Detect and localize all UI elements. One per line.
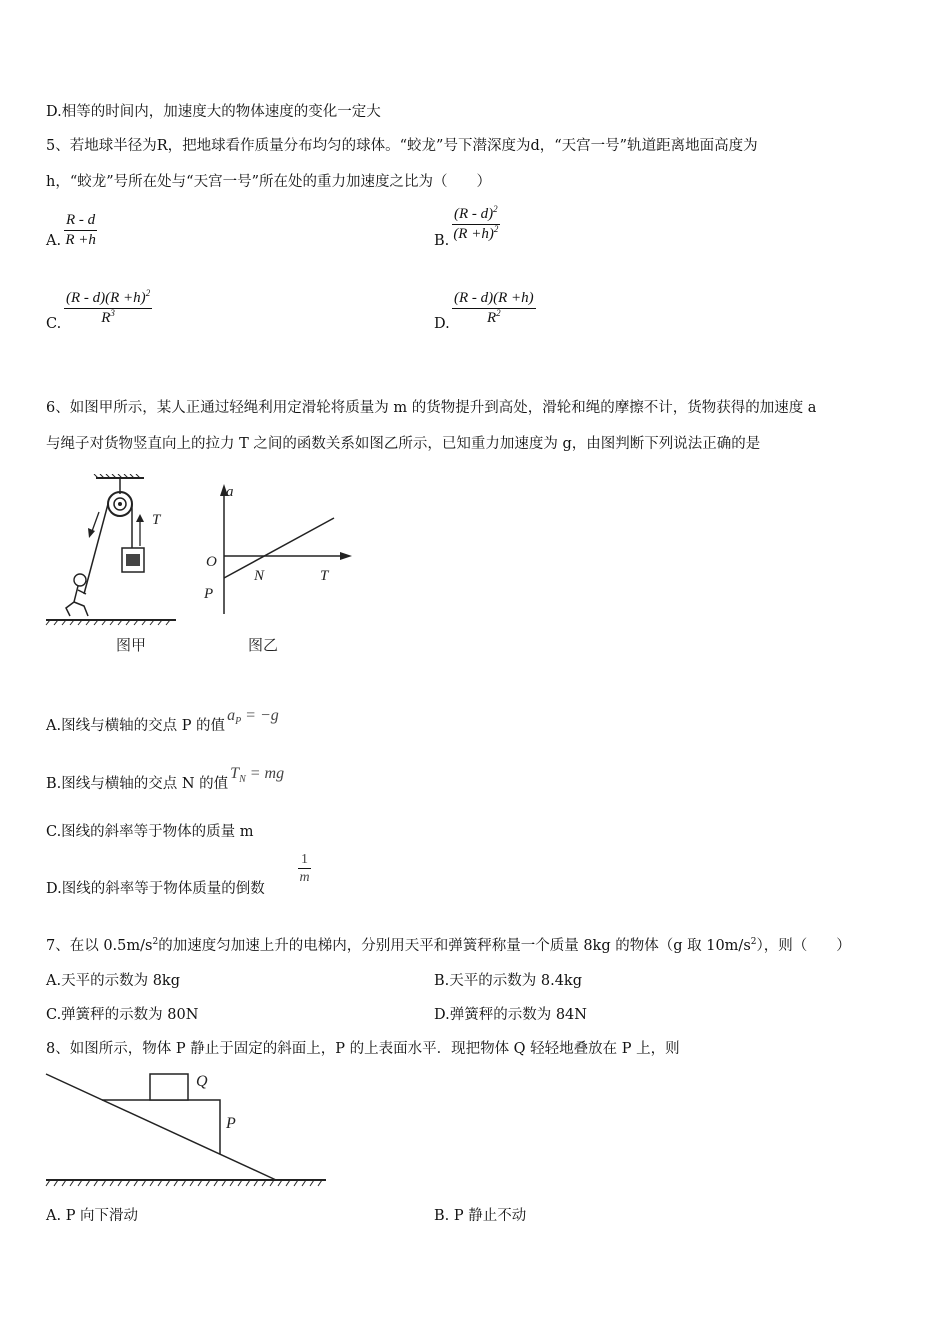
q8-option-a: A. P 向下滑动 <box>46 1208 139 1224</box>
q6-figure-a-caption: 图甲 <box>116 638 147 654</box>
q5-option-c-label: C. <box>46 316 62 332</box>
q6-figure-pulley <box>44 474 184 660</box>
q6-stem-line2: 与绳子对货物竖直向上的拉力 T 之间的函数关系如图乙所示，已知重力加速度为 g，由图判断下列说法正确的是 <box>46 436 761 452</box>
q6-graph-label-T: T <box>320 568 329 584</box>
q8-stem: 8、如图所示，物体 P 静止于固定的斜面上，P 的上表面水平．现把物体 Q 轻轻地叠放在 P 上，则 <box>46 1041 680 1057</box>
q6-option-a: A.图线与横轴的交点 P 的值$a_P = -g$ <box>46 707 279 734</box>
q8-option-b: B. P 静止不动 <box>434 1208 527 1224</box>
q6-option-d-formula: $\frac{1}{m}$ <box>299 852 310 885</box>
q5-option-a-label: A. <box>46 233 62 249</box>
q6-graph-label-a: a <box>226 484 234 500</box>
q8-label-P: P <box>226 1115 236 1132</box>
q5-option-b-formula: $\frac{(R - d)^2}{(R +h)^2}$ <box>453 204 499 242</box>
q6-figure-b-caption: 图乙 <box>248 638 279 654</box>
q7-option-a: A.天平的示数为 8kg <box>46 973 180 989</box>
q6-graph-label-P: P <box>204 586 214 602</box>
q5-option-b-label: B. <box>434 233 450 249</box>
q8-figure-incline <box>44 1066 334 1196</box>
q6-figure-graph <box>196 480 366 660</box>
q5-option-c-formula: $\frac{(R - d)(R +h)^2}{R^3}$ <box>66 288 151 326</box>
q5-option-a-formula: $\frac{R - d}{R +h}$ <box>65 212 96 248</box>
q6-option-c: C.图线的斜率等于物体的质量 m <box>46 824 254 840</box>
q7-option-d: D.弹簧秤的示数为 84N <box>434 1007 587 1023</box>
q5-stem-line2: h，“蛟龙”号所在处与“天宫一号”所在处的重力加速度之比为（ ） <box>46 174 491 190</box>
q7-option-b: B.天平的示数为 8.4kg <box>434 973 583 989</box>
q6-graph-label-O: O <box>206 554 217 570</box>
q6-option-b: B.图线与横轴的交点 N 的值$T_N$ = mg <box>46 765 285 792</box>
q6-graph-line <box>224 518 334 578</box>
q6-figure-a-label-T: T <box>152 512 161 528</box>
q5-stem-line1: 5、若地球半径为R，把地球看作质量分布均匀的球体。“蛟龙”号下潜深度为d，“天宫一号”轨道距离地面高度为 <box>46 138 758 154</box>
q6-graph-label-N: N <box>254 568 265 584</box>
q6-option-d: D.图线的斜率等于物体质量的倒数 <box>46 881 265 897</box>
q5-option-d-label: D. <box>434 316 450 332</box>
q4-option-d: D.相等的时间内，加速度大的物体速度的变化一定大 <box>46 104 381 120</box>
q8-label-Q: Q <box>196 1073 208 1090</box>
q5-option-d-formula: $\frac{(R - d)(R +h)}{R^2}$ <box>454 290 534 326</box>
q7-option-c: C.弹簧秤的示数为 80N <box>46 1007 199 1023</box>
q6-stem-line1: 6、如图甲所示，某人正通过轻绳利用定滑轮将质量为 m 的货物提升到高处，滑轮和绳的摩擦不计，货物获得的加速度 a <box>46 400 817 416</box>
q7-stem: 7、在以 $0.5m/s^2$的加速度匀加速上升的电梯内，分别用天平和弹簧秤称量一个质量 8kg 的物体（g 取 $10m/s^2$），则（ ） <box>46 937 851 954</box>
